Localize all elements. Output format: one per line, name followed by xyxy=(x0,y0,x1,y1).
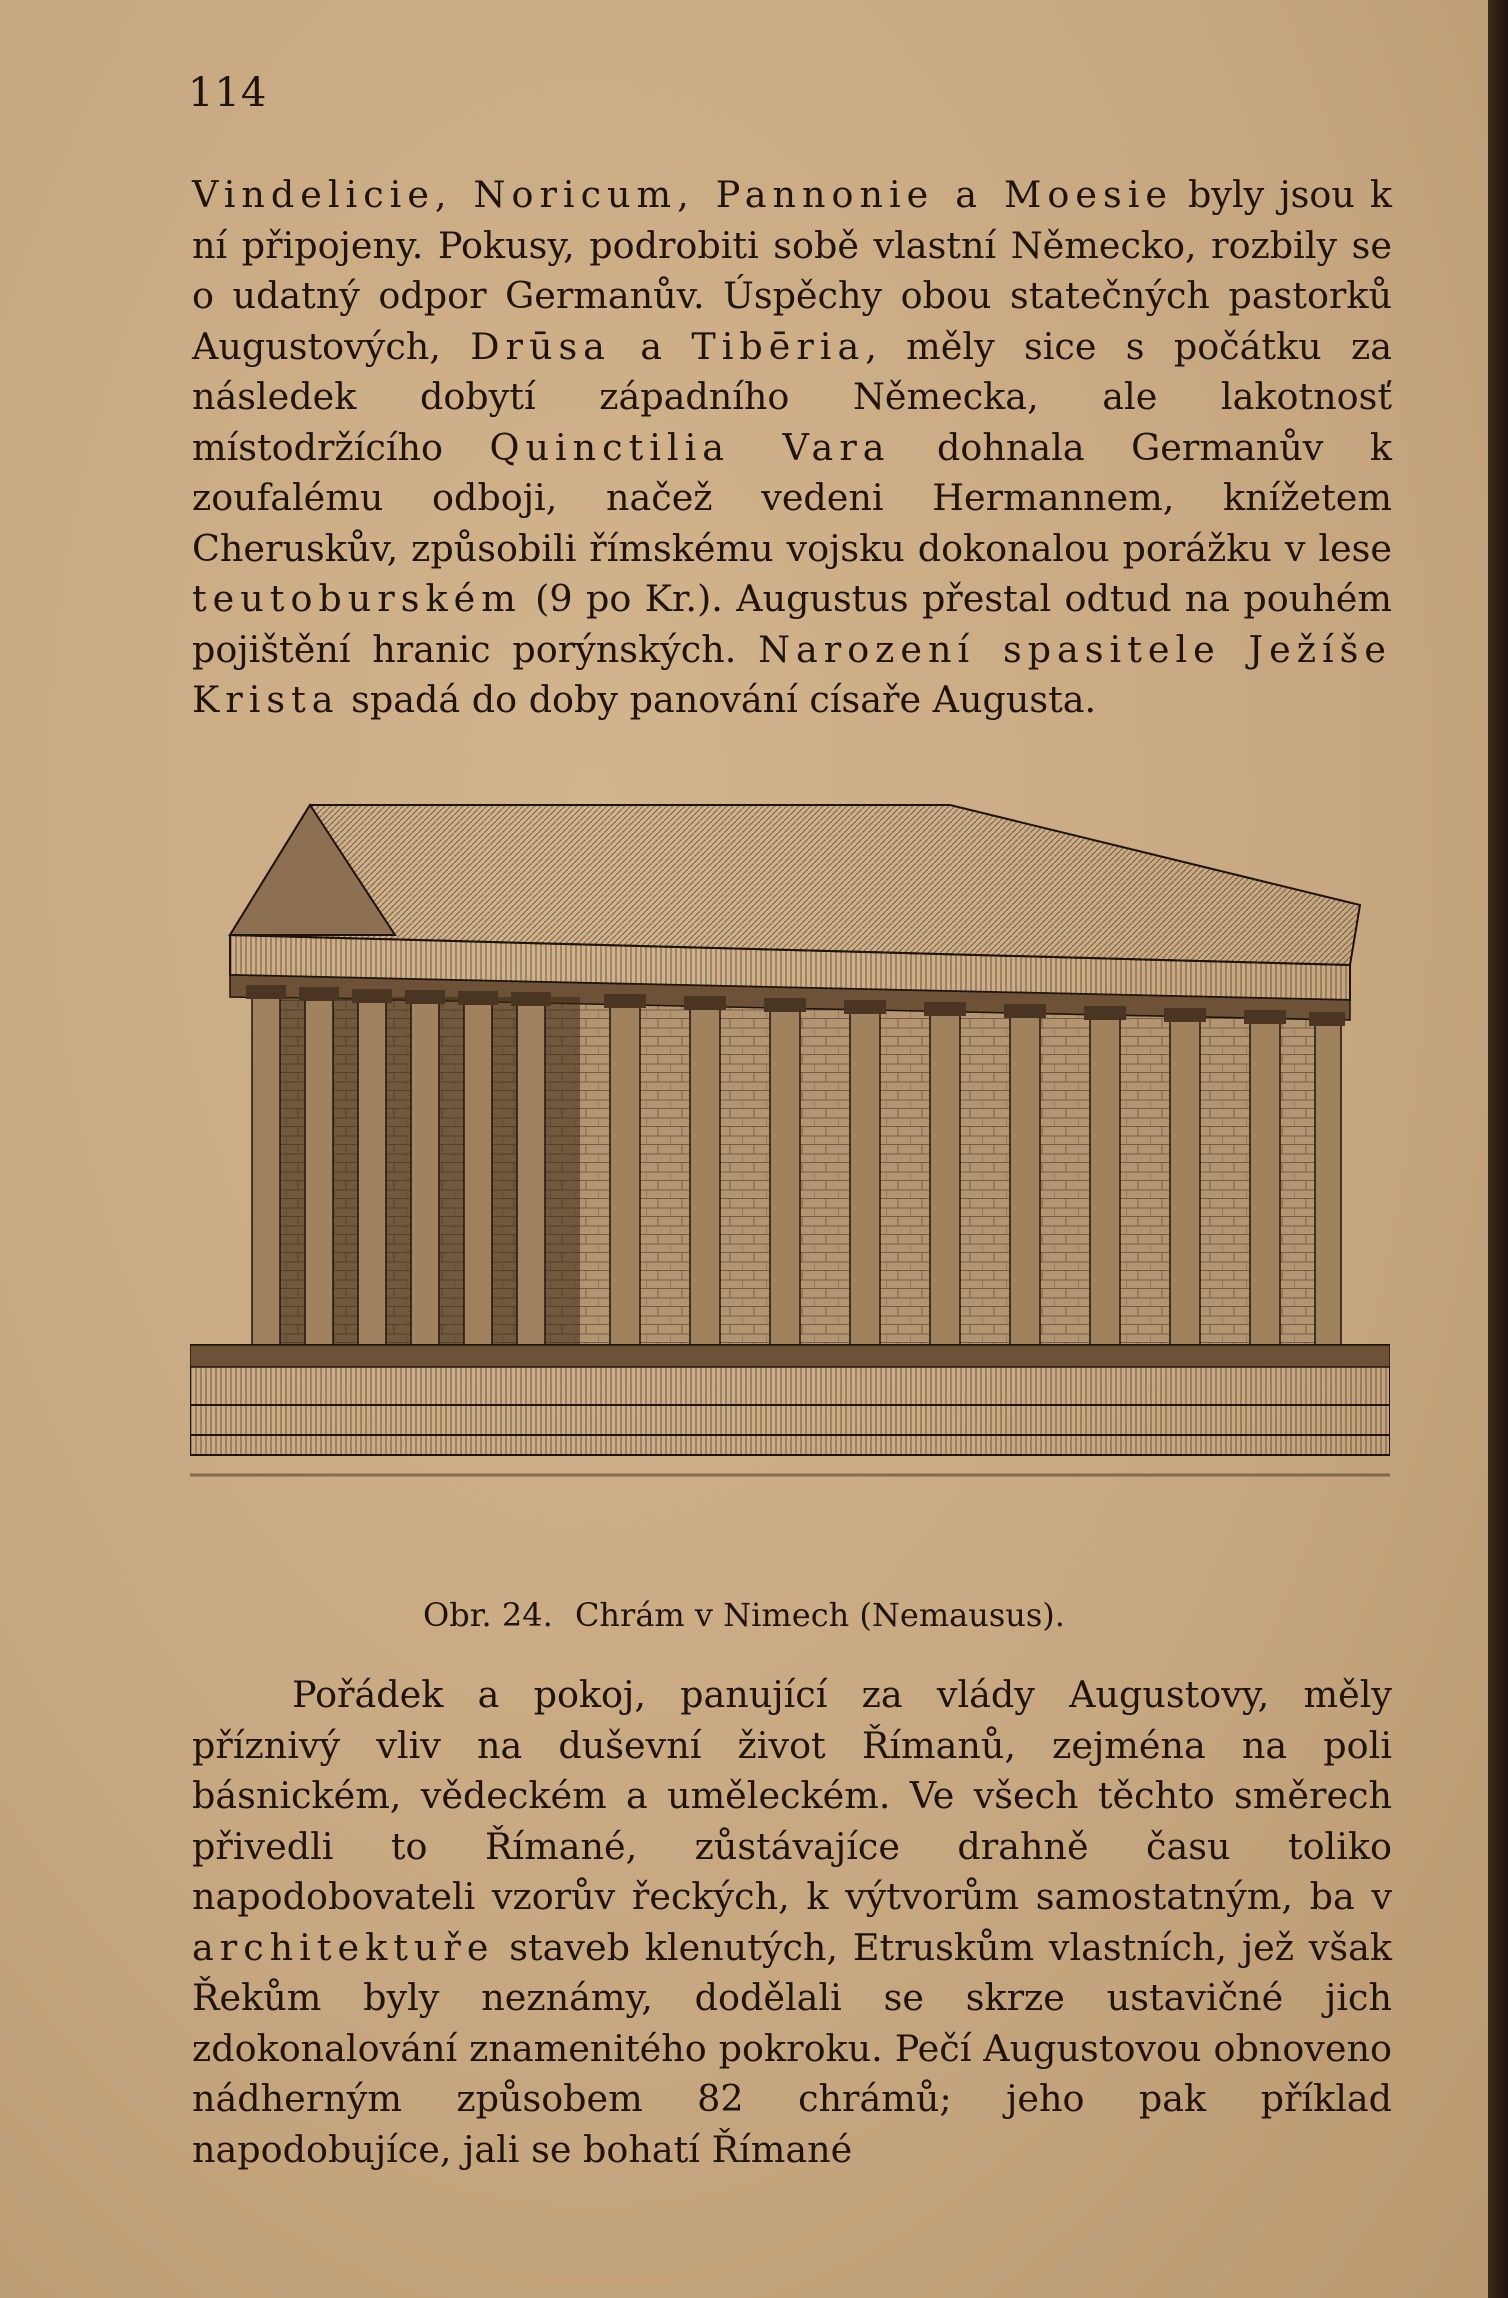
figure-caption xyxy=(0,1596,1488,1634)
spaced-text: Drūsa xyxy=(470,324,611,368)
text-run: dohnala Germanův k zoufalému odboji, načež vedeni Hermannem, knížetem Cheruskův, způsobili římskému vojsku dokonalou porážku v lese xyxy=(192,425,1392,570)
book-spine-edge xyxy=(1488,0,1508,2298)
text-run: , měly sice s počátku za následek dobytí západního Německa, ale lakotnosť místodržícího xyxy=(192,324,1392,469)
page-number: 114 xyxy=(188,70,268,116)
spaced-text: Vindelicie, Noricum, Pannonie a Moesie xyxy=(192,173,1173,216)
text-run: spadá do doby panování císaře Augusta. xyxy=(339,678,1097,721)
figure-title: Chrám v Nimech (Nemausus). xyxy=(574,1596,1065,1634)
spaced-text: Tibēria xyxy=(691,324,866,368)
text-run: Pořádek a pokoj, panující za vlády Augustovy, měly příznivý vliv na duševní život Římanů, zejména na poli básnickém, vědeckém a uměleckém. Ve všech těchto směrech přivedli to Římané, zůstávajíce drahně času toliko napodobovateli vzorův řeckých, k výtvorům samostatným, ba v xyxy=(192,1673,1392,1918)
temple-illustration xyxy=(190,785,1390,1495)
text-run: byly jsou k ní připojeny. Pokusy, podrobiti sobě vlastní Německo, rozbily se o udatný odpor Germanův. Úspěchy obou statečných pastorků Augustových, xyxy=(192,173,1392,368)
spaced-text: teutoburském xyxy=(192,577,522,620)
text-run: (9 po Kr.). Augustus přestal odtud na pouhém pojištění hranic porýnských. xyxy=(192,577,1392,671)
paragraph-culture xyxy=(192,1670,1392,2175)
text-run: staveb klenutých, Etruskům vlastních, jež však Řekům byly neznámy, dodělali se skrze ustavičné jich zdokonalování znamenitého pokroku. Pečí Augustovou obnoveno nádherným způsobem 82 chrámů; jeho pak příklad napodobujíce, jali se bohatí Římané xyxy=(192,1925,1392,2171)
figure-label: Obr. 24. xyxy=(423,1596,553,1634)
spaced-text: Quinctilia Vara xyxy=(489,425,891,469)
paragraph-augustus-germans xyxy=(192,170,1392,726)
spaced-text: Narození spasitele Ježíše Krista xyxy=(192,627,1392,721)
spaced-text: architektuře xyxy=(192,1925,495,1969)
text-run: a xyxy=(610,324,692,368)
